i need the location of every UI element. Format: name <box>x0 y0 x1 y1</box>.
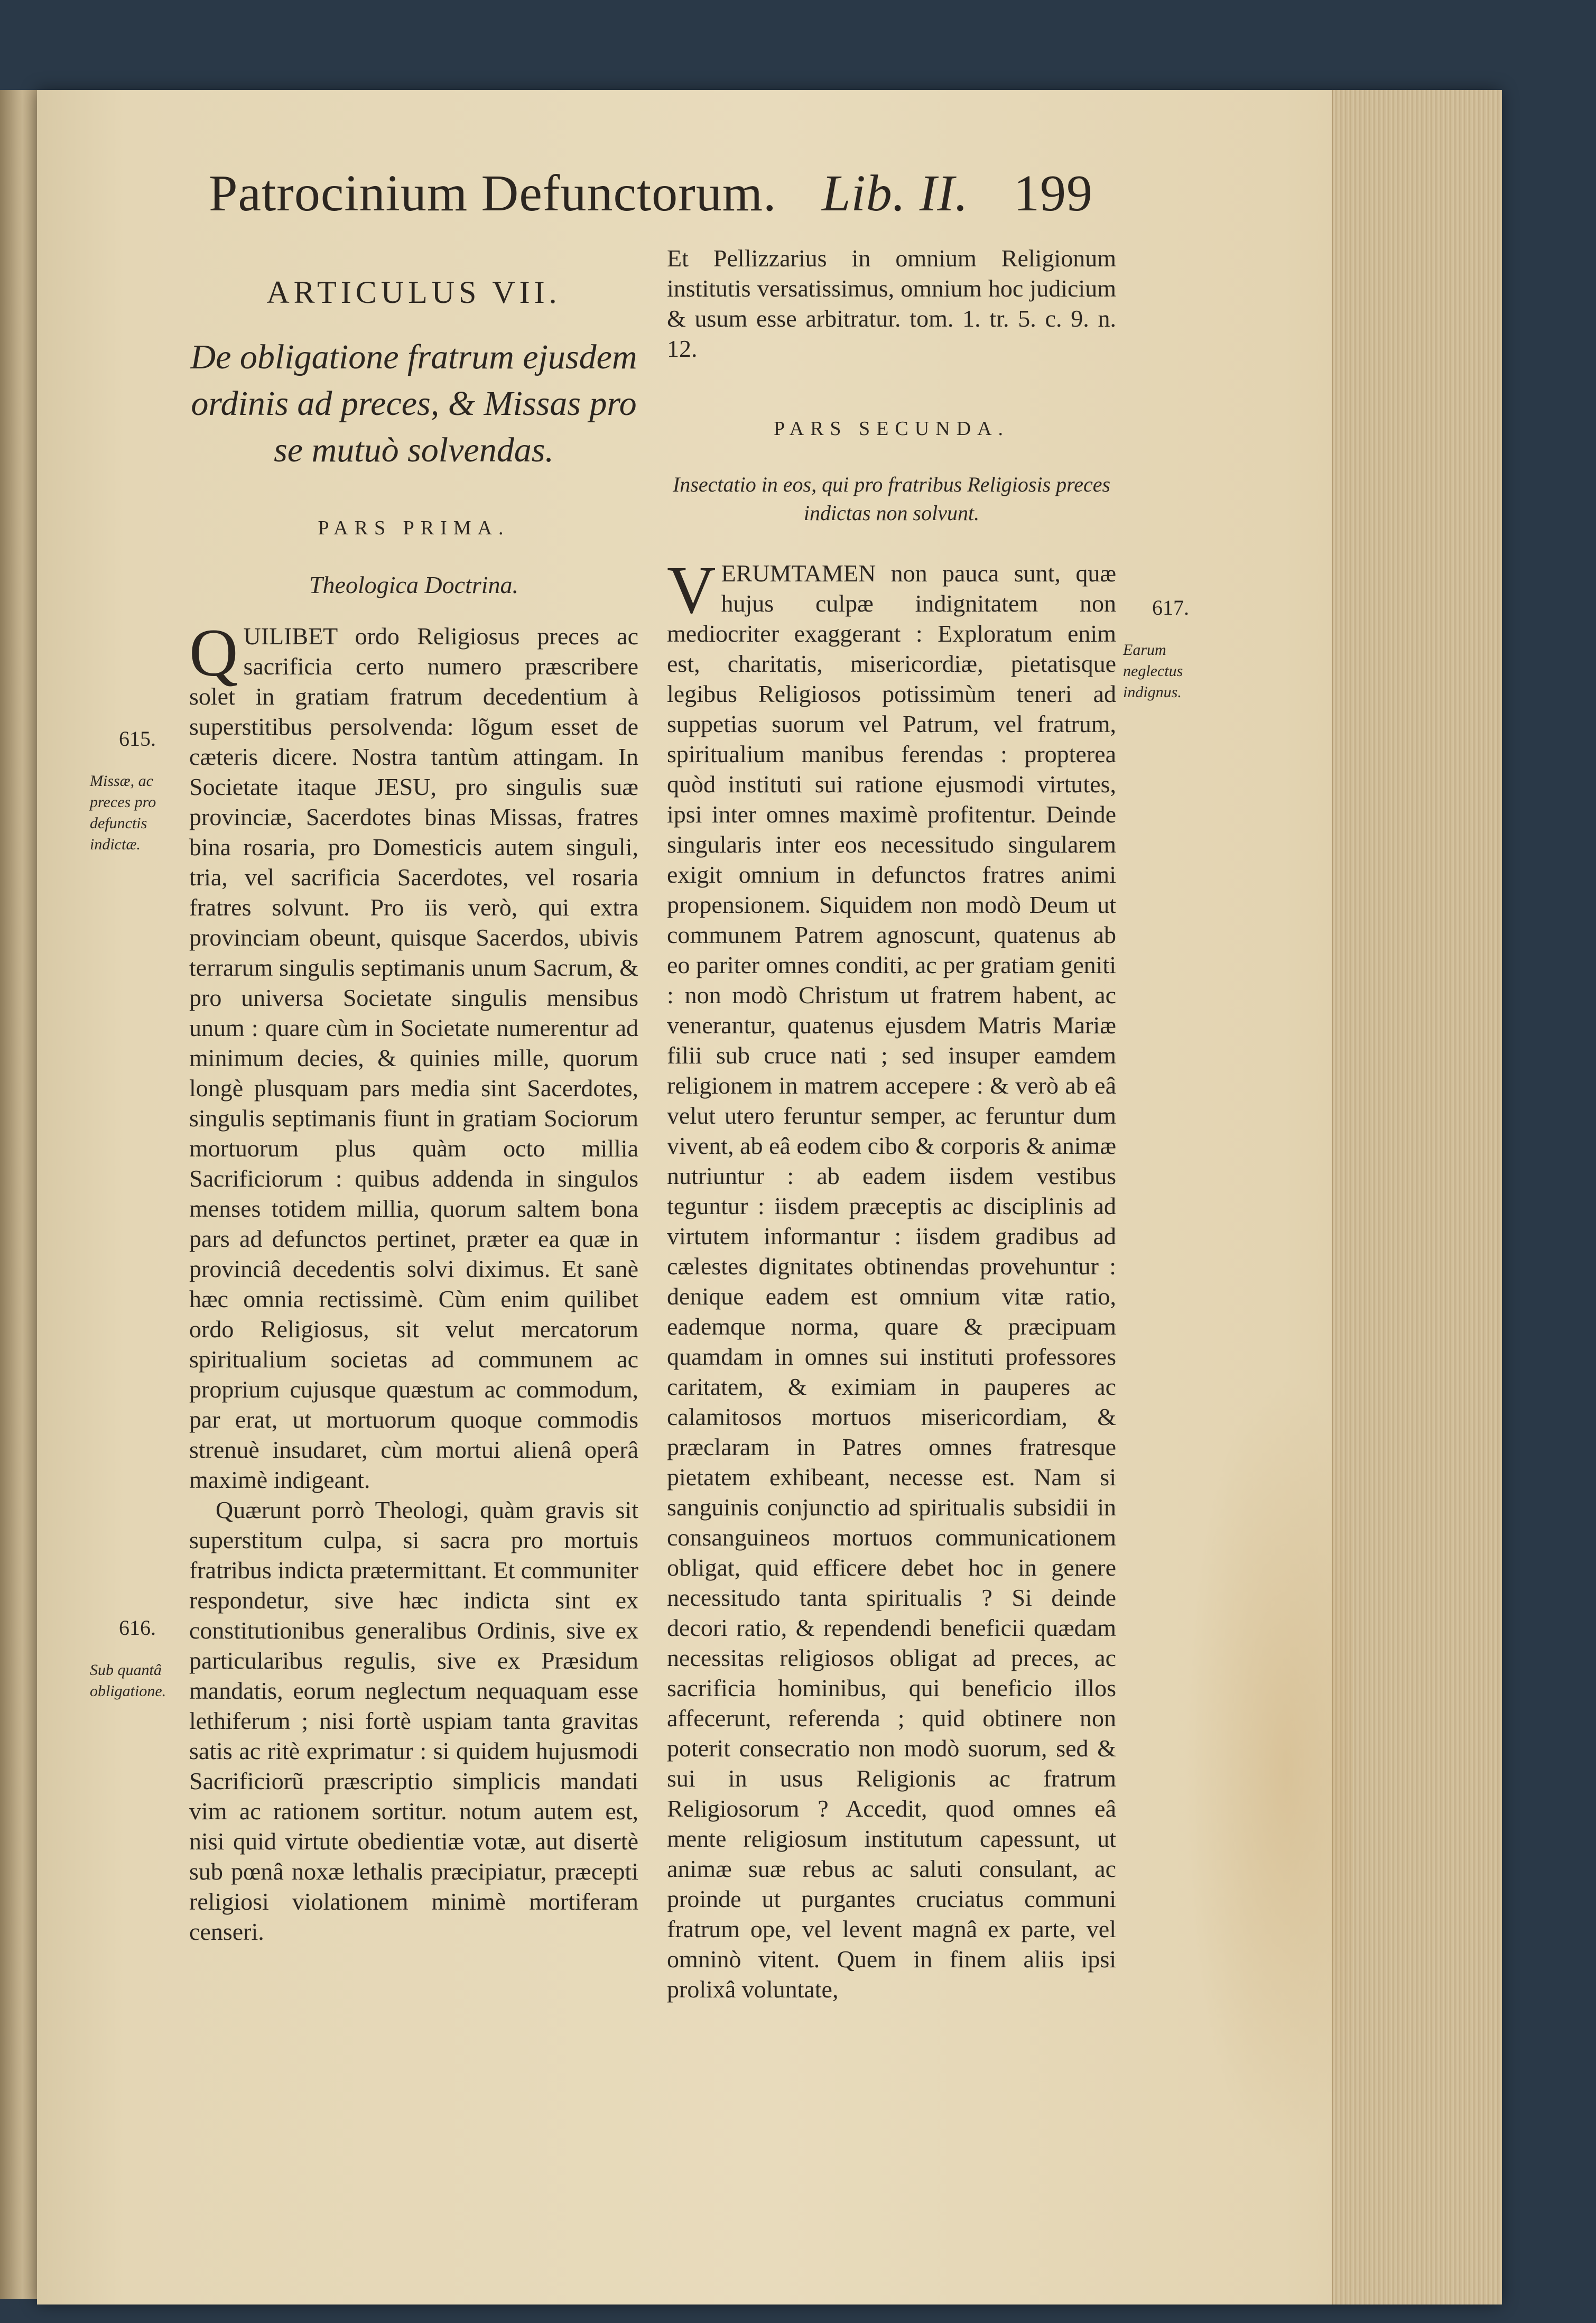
right-column <box>667 243 1116 2004</box>
part-one-subheading: Theologica Doctrina. <box>309 571 519 598</box>
margin-note-617 <box>1123 576 1218 724</box>
part-two-heading: PARS SECUNDA. <box>773 418 1010 440</box>
margin-note-617-label: Earum neglectus indignus. <box>1123 641 1183 701</box>
margin-note-616 <box>90 1596 185 1723</box>
part-one-heading: PARS PRIMA. <box>318 517 510 539</box>
margin-note-616-number: 616. <box>119 1616 156 1640</box>
facing-page-edge <box>0 90 37 2299</box>
margin-note-615-label: Missæ, ac preces pro defunctis indictæ. <box>90 772 156 853</box>
article-heading: ARTICULUS VII. <box>266 275 561 310</box>
page-block-edges <box>1332 90 1502 2305</box>
part-two-subheading: Insectatio in eos, qui pro fratribus Religiosis preces indictas non solvunt. <box>672 473 1111 525</box>
left-column <box>189 275 638 1947</box>
paragraph-615-text: UILIBET ordo Religiosus preces ac sacrificia certo numero præscribere solet in gratiam fratrum decedentium à superstitibus persolvenda: lõgum esset de cæteris dicere. Nostra tantùm attingam. In Societate itaque JESU, pro singulis suæ provinciæ, Sacerdotes binas Missas, fratres bina rosaria, pro Domesticis autem singuli, tria, vel sacrificia Sacerdotes, vel rosaria fratres solvunt. Pro iis verò, qui extra provinciam obeunt, quisque Sacerdos, ubivis terrarum singulis septimanis unum Sacrum, & pro universa Societate singulis mensibus unum : quare cùm in Societate numerentur ad minimum decies, & quinies mille, quorum longè plusquam pars media sint Sacerdotes, singulis septimanis fiunt in gratiam Sociorum mortuorum plus quàm octo millia Sacrificiorum : quibus addenda in singulos menses totidem millia, quorum saltem bona pars ad defunctos pertinet, præter ea quæ in provinciâ decedentis solvi diximus. Et sanè hæc omnia rectissimè. Cùm enim quilibet ordo Religiosus, sit velut mercatorum spiritualium societas ad communem ac proprium cujusque quæstum ac commodum, par erat, ut mortuorum quoque commodis strenuè insudaret, cùm mortui alienâ operâ maximè indigeant. <box>189 623 638 1493</box>
paragraph-617-text: ERUMTAMEN non pauca sunt, quæ hujus culpæ indignitatem non mediocriter exaggerant : Exploratum enim est, charitatis, misericordiæ, pietatisque legibus Religiosos potissimùm teneri ad suppetias suorum vel Patrum, vel fratrum, spiritualium manibus ferendas : propterea quòd instituti sui ratione ejusmodi virtutes, ipsi inter omnes maximè profitentur. Deinde singularis inter eos necessitudo singularem exigit omnium in defunctos fratres animi propensionem. Siquidem non modò Deum ut communem Patrem agnoscunt, quatenus ab eo pariter omnes conditi, ac per gratiam geniti : non modò Christum ut fratrem habent, ac venerantur, quatenus ejusdem Matris Mariæ filii sub cruce nati ; sed insuper eamdem religionem in matrem accepere : & verò ab eâ velut utero feruntur semper, ac feruntur dum vivent, ab eâ eodem cibo & corporis & animæ nutriuntur : ab eadem iisdem vestibus teguntur : iisdem præceptis ac disciplinis ad virtutem informantur : iisdem gradibus ad cælestes dignitates obtinendas provehuntur : denique eadem est omnium vitæ ratio, eademque norma, quare & præcipuam quamdam in omnes sui instituti professores caritatem, & eximiam in pauperes ac calamitosos mortuos misericordiam, & præclaram in Patres omnes fratresque pietatem exhibeant, necesse est. Nam si sanguinis conjunctio ad spiritualis subsidii in consanguineos mortuos communicationem obligat, quid efficere debet hoc in genere necessitudo tanta spiritualis ? Si deinde decori ratio, & rependendi beneficii quædam necessitas religiosos obligat ad preces, ac sacrificia hominibus, qui beneficio illos affecerunt, referenda ; quid obtinere non poterit consecratio non modò suorum, sed & sui in usus Religionis ac fratrum Religiosorum ? Accedit, quod omnes eâ mente religiosum institutum capessunt, ut animæ suæ rebus ac saluti consulant, ac proinde ut purgantes cruciatus communi fratrum ope, vel levent magnâ ex parte, vel omninò vitent. Quem in finem aliis ipsi prolixâ voluntate, <box>667 560 1116 2003</box>
running-head <box>209 164 1160 248</box>
paragraph-616-text: Quærunt porrò Theologi, quàm gravis sit superstitum culpa, si sacra pro mortuis fratribus indicta prætermittant. Et communiter respondetur, sive hæc indicta sint ex constitutionibus generalibus Ordinis, sive ex particularibus regulis, sive ex Præsidum mandatis, eorum neglectum nequaquam esse lethiferum ; nisi fortè uspiam tanta gravitas satis ac ritè exprimatur : si quidem hujusmodi Sacrificiorũ præscriptio simplicis mandati vim ac rationem sortitur. notum autem est, nisi quid virtute obedientiæ votæ, aut disertè sub pœnâ noxæ lethalis præcipiatur, præcepti religiosi violationem minimè mortiferam censeri. <box>189 1496 638 1945</box>
drop-cap-v: V <box>667 552 716 627</box>
paragraph-617 <box>667 552 1116 2004</box>
right-intro-paragraph: Et Pellizzarius in omnium Religionum institutis versatissimus, omnium hoc judicium & usum esse arbitratur. tom. 1. tr. 5. c. 9. n. 12. <box>667 245 1116 362</box>
running-head-book: Lib. II. <box>822 165 969 222</box>
water-stain <box>1184 1374 1353 2167</box>
running-head-title: Patrocinium Defunctorum. <box>209 165 777 222</box>
margin-note-615-number: 615. <box>119 727 156 751</box>
margin-note-616-label: Sub quantâ obligatione. <box>90 1661 166 1700</box>
page-number: 199 <box>1014 165 1093 222</box>
margin-note-615 <box>90 707 185 876</box>
drop-cap-q: Q <box>189 615 238 690</box>
article-title: De obligatione fratrum ejusdem ordinis ad preces, & Missas pro se mutuò solvendas. <box>190 338 637 469</box>
margin-note-617-number: 617. <box>1152 596 1189 619</box>
paragraph-616 <box>189 1495 638 1947</box>
paragraph-615 <box>189 615 638 1495</box>
